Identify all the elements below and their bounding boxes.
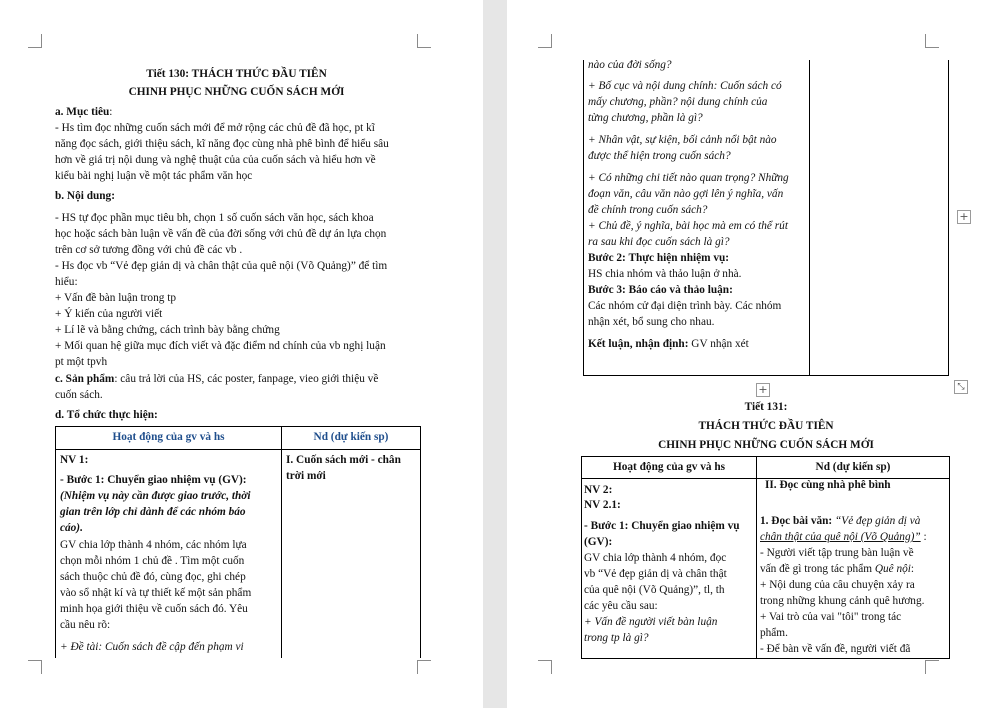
text-line: hơn về giá trị nội dung và nghệ thuật của của cuốn sách và hiểu hơn về [55, 154, 376, 166]
text-line: mấy chương, phần? nội dung chính của [588, 96, 768, 108]
text-line: ra sau khi đọc cuốn sách là gì? [588, 236, 730, 248]
table-border [420, 426, 421, 658]
text-line: + Nội dung của câu chuyện xảy ra [760, 579, 915, 591]
section-c-heading: c. Sản phẩm: câu trả lời của HS, các poster, fanpage, vieo giới thiệu về [55, 373, 379, 385]
document-page-left [0, 0, 483, 708]
text-line: pt một tpvh [55, 356, 108, 368]
table-border [55, 449, 421, 450]
conclusion-line: Kết luận, nhận định: GV nhận xét [588, 338, 749, 350]
text-line: nào của đời sống? [588, 59, 672, 71]
table-resize-handle[interactable]: ⤡ [954, 380, 968, 394]
text-line: + Ý kiến của người viết [55, 308, 163, 320]
step-heading: Bước 3: Báo cáo và thảo luận: [588, 284, 733, 296]
text-line: - Người viết tập trung bàn luận về [760, 547, 914, 559]
table-border [581, 456, 582, 659]
table-header-content: Nd (dự kiến sp) [313, 431, 389, 443]
reading-heading: 1. Đọc bài văn: “Vẻ đẹp giản dị và [760, 515, 921, 527]
text-line: + Có những chi tiết nào quan trọng? Những [588, 172, 789, 184]
text-line: học hoặc sách bàn luận về vấn đề của đời sống với chủ đề dự án lựa chọn [55, 228, 387, 240]
step-heading: - Bước 1: Chuyển giao nhiệm vụ (GV): [60, 474, 247, 486]
reading-title: chân thật của quê nội (Võ Quảng)” : [760, 531, 927, 543]
text-line: minh họa giới thiệu về cuốn sách đó. Yêu [60, 603, 248, 615]
table-border [583, 60, 584, 375]
table-border [809, 60, 810, 375]
text-line: + Vấn đề bàn luận trong tp [55, 292, 176, 304]
text-line: Các nhóm cử đại diện trình bày. Các nhóm [588, 300, 782, 312]
lesson-subtitle: CHINH PHỤC NHỮNG CUỐN SÁCH MỚI [128, 86, 345, 98]
step-heading: Bước 2: Thực hiện nhiệm vụ: [588, 252, 730, 264]
table-border [948, 60, 949, 375]
text-line: + Mối quan hệ giữa mục đích viết và đặc điểm nd chính của vb nghị luận [55, 340, 386, 352]
text-line: cầu nêu rõ: [60, 619, 111, 631]
text-line: + Đề tài: Cuốn sách đề cập đến phạm vi [60, 641, 244, 653]
text-line: các yêu cầu sau: [584, 600, 658, 612]
text-line: - HS tự đọc phần mục tiêu bh, chọn 1 số cuốn sách văn học, sách khoa [55, 212, 374, 224]
text-line: chọn mỗi nhóm 1 chủ đề . Tìm một cuốn [60, 555, 245, 567]
text-line: + Vai trò của vai "tôi" trong tác [760, 611, 902, 623]
lesson-subtitle: CHINH PHỤC NHỮNG CUỐN SÁCH MỚI [658, 439, 874, 451]
table-border [55, 426, 421, 427]
text-line: cáo). [60, 522, 83, 534]
step-heading: - Bước 1: Chuyển giao nhiệm vụ [584, 520, 740, 532]
crop-mark [538, 660, 552, 674]
add-column-button[interactable]: + [957, 210, 971, 224]
crop-mark [538, 34, 552, 48]
step-heading: (GV): [584, 536, 613, 548]
text-line: - Hs đọc vb “Vẻ đẹp giản dị và chân thật của quê nội (Võ Quảng)” để tìm [55, 260, 388, 272]
text-line: - Hs tìm đọc những cuốn sách mới để mở rộng các chủ đề đã học, pt kĩ [55, 122, 375, 134]
text-line: + Nhân vật, sự kiện, bối cảnh nổi bật nào [588, 134, 777, 146]
crop-mark [925, 660, 939, 674]
text-line: + Bố cục và nội dung chính: Cuốn sách có [588, 80, 782, 92]
table-header-content: Nd (dự kiến sp) [815, 461, 891, 473]
table-border [55, 426, 56, 658]
text-line: đoạn văn, câu văn nào gợi lên ý nghĩa, vấn [588, 188, 784, 200]
text-line: - Để bàn về vấn đề, người viết đã [760, 643, 911, 655]
text-line: (Nhiệm vụ này cần được giao trước, thời [60, 490, 251, 502]
text-line: kiểu bài nghị luận về một tác phẩm văn học [55, 170, 253, 182]
text-line: hiểu: [55, 276, 78, 288]
table-border [756, 456, 757, 659]
text-line: trên cơ sở tương đồng với chủ đề các vb . [55, 244, 243, 256]
crop-mark [925, 34, 939, 48]
add-row-button[interactable]: + [756, 383, 770, 397]
section-a-heading: a. Mục tiêu: [55, 106, 113, 118]
text-line: + Chủ đề, ý nghĩa, bài học mà em có thể rút [588, 220, 788, 232]
text-line: vb “Vẻ đẹp giản dị và chân thật [584, 568, 727, 580]
text-line: GV chia lớp thành 4 nhóm, các nhóm lựa [60, 539, 247, 551]
table-border [949, 456, 950, 659]
section-d-heading: d. Tổ chức thực hiện: [55, 409, 158, 421]
text-line: cuốn sách. [55, 389, 103, 401]
document-page-right [507, 0, 992, 708]
task-label: NV 2.1: [584, 499, 621, 511]
crop-mark [417, 660, 431, 674]
content-heading: II. Đọc cùng nhà phê bình [765, 479, 891, 491]
text-line: nhận xét, bổ sung cho nhau. [588, 316, 715, 328]
text-line: sách thuộc chủ đề đó, cùng đọc, ghi chép [60, 571, 246, 583]
text-line: + Vấn đề người viết bàn luận [584, 616, 718, 628]
table-border [281, 426, 282, 658]
text-line: đề chính trong cuốn sách? [588, 204, 708, 216]
text-line: từng chương, phần là gì? [588, 112, 703, 124]
text-line: vào sổ nhật kí và tự thiết kế một sản phẩm [60, 587, 252, 599]
lesson-title: THÁCH THỨC ĐẦU TIÊN [698, 420, 834, 432]
crop-mark [28, 660, 42, 674]
table-header-activity: Hoạt động của gv và hs [112, 431, 225, 443]
text-line: trong những khung cảnh quê hương. [760, 595, 925, 607]
table-border [583, 375, 949, 376]
text-line: gian trên lớp chỉ dành để các nhóm báo [60, 506, 246, 518]
text-line: trong tp là gì? [584, 632, 649, 644]
text-line: + Lí lẽ và bằng chứng, cách trình bày bằng chứng [55, 324, 280, 336]
crop-mark [417, 34, 431, 48]
text-line: được thể hiện trong cuốn sách? [588, 150, 731, 162]
lesson-number: Tiết 131: [744, 401, 788, 413]
text-line: GV chia lớp thành 4 nhóm, đọc [584, 552, 727, 564]
text-line: vấn đề gì trong tác phẩm Quê nội: [760, 563, 915, 575]
text-line: năng đọc sách, giới thiệu sách, kĩ năng đọc cùng nhà phê bình để hiểu sâu [55, 138, 389, 150]
text-line: của quê nội (Võ Quảng)”, tl, th [584, 584, 725, 596]
table-border [581, 658, 950, 659]
content-heading: I. Cuốn sách mới - chân [286, 454, 401, 466]
table-border [581, 456, 950, 457]
section-b-heading: b. Nội dung: [55, 190, 115, 202]
text-line: phẩm. [760, 627, 788, 639]
content-heading: trời mới [286, 470, 326, 482]
task-label: NV 2: [584, 484, 613, 496]
crop-mark [28, 34, 42, 48]
lesson-title: Tiết 130: THÁCH THỨC ĐẦU TIÊN [146, 68, 327, 80]
task-label: NV 1: [60, 454, 89, 466]
text-line: HS chia nhóm và thảo luận ở nhà. [588, 268, 742, 280]
table-header-activity: Hoạt động của gv và hs [612, 461, 726, 473]
